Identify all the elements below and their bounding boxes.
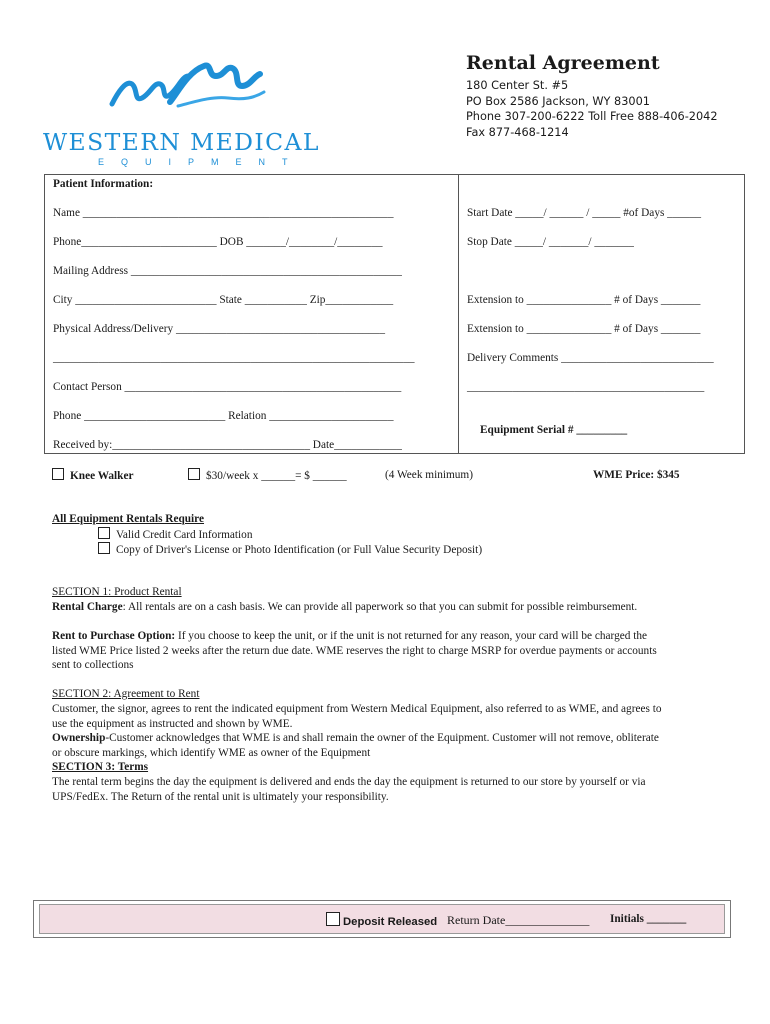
patient-info-box	[44, 174, 745, 454]
agreement-paragraph	[52, 702, 732, 760]
agreement-text-1: Customer, the signor, agrees to rent the indicated equipment from Western Medical Equipment, also referred to as WME, and agrees to	[52, 703, 662, 715]
address-line-1: 180 Center St. #5	[466, 79, 569, 92]
delivery-comments-continuation[interactable]: __________________________________________	[467, 381, 705, 393]
fax-line: Fax 877-468-1214	[466, 125, 569, 139]
credit-card-checkbox[interactable]	[98, 527, 110, 539]
initials-field[interactable]: Initials _______	[610, 913, 687, 925]
rental-charge-paragraph	[52, 600, 637, 615]
rent-to-purchase-text-1: If you choose to keep the unit, or if the unit is not returned for any reason, your card will be charged the	[175, 630, 648, 642]
section-2-heading: SECTION 2: Agreement to Rent	[52, 688, 200, 700]
rental-charge-label: Rental Charge	[52, 601, 123, 613]
physical-address-field[interactable]: Physical Address/Delivery _____________________________________	[53, 323, 385, 335]
deposit-released-option[interactable]	[326, 912, 437, 928]
delivery-comments-field[interactable]: Delivery Comments ___________________________	[467, 352, 714, 364]
rent-to-purchase-label: Rent to Purchase Option:	[52, 630, 176, 642]
terms-text-1: The rental term begins the day the equipment is delivered and ends the day the equipment is returned to our store by yourself or via	[52, 776, 646, 788]
knee-walker-checkbox[interactable]	[52, 468, 64, 480]
equipment-serial-field[interactable]: Equipment Serial # _________	[480, 424, 628, 436]
phone-dob-field[interactable]: Phone________________________ DOB _______/________/________	[53, 236, 383, 248]
phone-line: Phone 307-200-6222 Toll Free 888-406-2042	[466, 110, 718, 124]
section-1-heading: SECTION 1: Product Rental	[52, 586, 182, 598]
requirement-id[interactable]	[98, 542, 482, 558]
wme-price: WME Price: $345	[593, 469, 680, 481]
terms-paragraph	[52, 775, 732, 804]
mountain-wave-logo-icon	[108, 62, 268, 122]
start-date-field[interactable]: Start Date _____/ ______ / _____ #of Days ______	[467, 207, 702, 219]
deposit-box	[39, 904, 725, 934]
id-checkbox[interactable]	[98, 542, 110, 554]
id-label: Copy of Driver's License or Photo Identification (or Full Value Security Deposit)	[116, 544, 483, 556]
ownership-text-1: -Customer acknowledges that WME is and shall remain the owner of the Equipment. Customer will not remove, obliterate	[105, 732, 659, 744]
address-continuation-field[interactable]: ________________________________________________________________	[53, 352, 415, 364]
address-line-2: PO Box 2586 Jackson, WY 83001	[466, 94, 650, 108]
return-date-field[interactable]: Return Date______________	[447, 913, 590, 927]
ownership-text-2: or obscure markings, which identify WME as owner of the Equipment	[52, 746, 371, 759]
weekly-rate-checkbox[interactable]	[188, 468, 200, 480]
knee-walker-label: Knee Walker	[70, 470, 134, 482]
rent-to-purchase-text-2: listed WME Price listed 2 weeks after the return due date. WME reserves the right to charge MSRP for overdue payments or accounts	[52, 644, 657, 657]
received-by-field[interactable]: Received by:___________________________________ Date____________	[53, 439, 402, 451]
rent-to-purchase-text-3: sent to collections	[52, 659, 134, 671]
credit-card-label: Valid Credit Card Information	[116, 529, 253, 541]
company-logo	[40, 62, 340, 172]
section-3-heading: SECTION 3: Terms	[52, 761, 149, 773]
deposit-released-checkbox[interactable]	[326, 912, 340, 926]
city-state-zip-field[interactable]: City _________________________ State ___________ Zip____________	[53, 294, 394, 306]
stop-date-field[interactable]: Stop Date _____/ _______/ _______	[467, 236, 634, 248]
extension-1-field[interactable]: Extension to _______________ # of Days _______	[467, 294, 701, 306]
rent-to-purchase-paragraph	[52, 629, 722, 673]
agreement-text-2: use the equipment as instructed and shown by WME.	[52, 717, 293, 730]
weekly-rate-label: $30/week x ______= $ ______	[206, 470, 347, 482]
rental-charge-text: : All rentals are on a cash basis. We can provide all paperwork so that you can submit for possible reimbursement.	[122, 601, 638, 613]
company-header	[466, 52, 718, 140]
patient-info-heading: Patient Information:	[53, 178, 154, 190]
logo-submark: EQUIPMENT	[98, 157, 305, 167]
deposit-released-label: Deposit Released	[343, 916, 438, 928]
column-divider	[458, 175, 459, 453]
document-title: Rental Agreement	[466, 52, 660, 74]
contact-person-field[interactable]: Contact Person _________________________________________________	[53, 381, 402, 393]
terms-text-2: UPS/FedEx. The Return of the rental unit is ultimately your responsibility.	[52, 790, 389, 803]
extension-2-field[interactable]: Extension to _______________ # of Days _______	[467, 323, 701, 335]
logo-wordmark: WESTERN MEDICAL	[43, 128, 320, 156]
requirement-credit-card[interactable]	[98, 527, 252, 543]
mailing-address-field[interactable]: Mailing Address ________________________________________________	[53, 265, 402, 277]
name-field[interactable]: Name _______________________________________________________	[53, 207, 394, 219]
weekly-rate-option[interactable]	[188, 468, 347, 482]
ownership-label: Ownership	[52, 732, 106, 744]
minimum-note: (4 Week minimum)	[385, 469, 473, 481]
requirements-heading: All Equipment Rentals Require	[52, 513, 205, 525]
knee-walker-option[interactable]	[52, 468, 134, 482]
contact-phone-relation-field[interactable]: Phone _________________________ Relation ______________________	[53, 410, 394, 422]
